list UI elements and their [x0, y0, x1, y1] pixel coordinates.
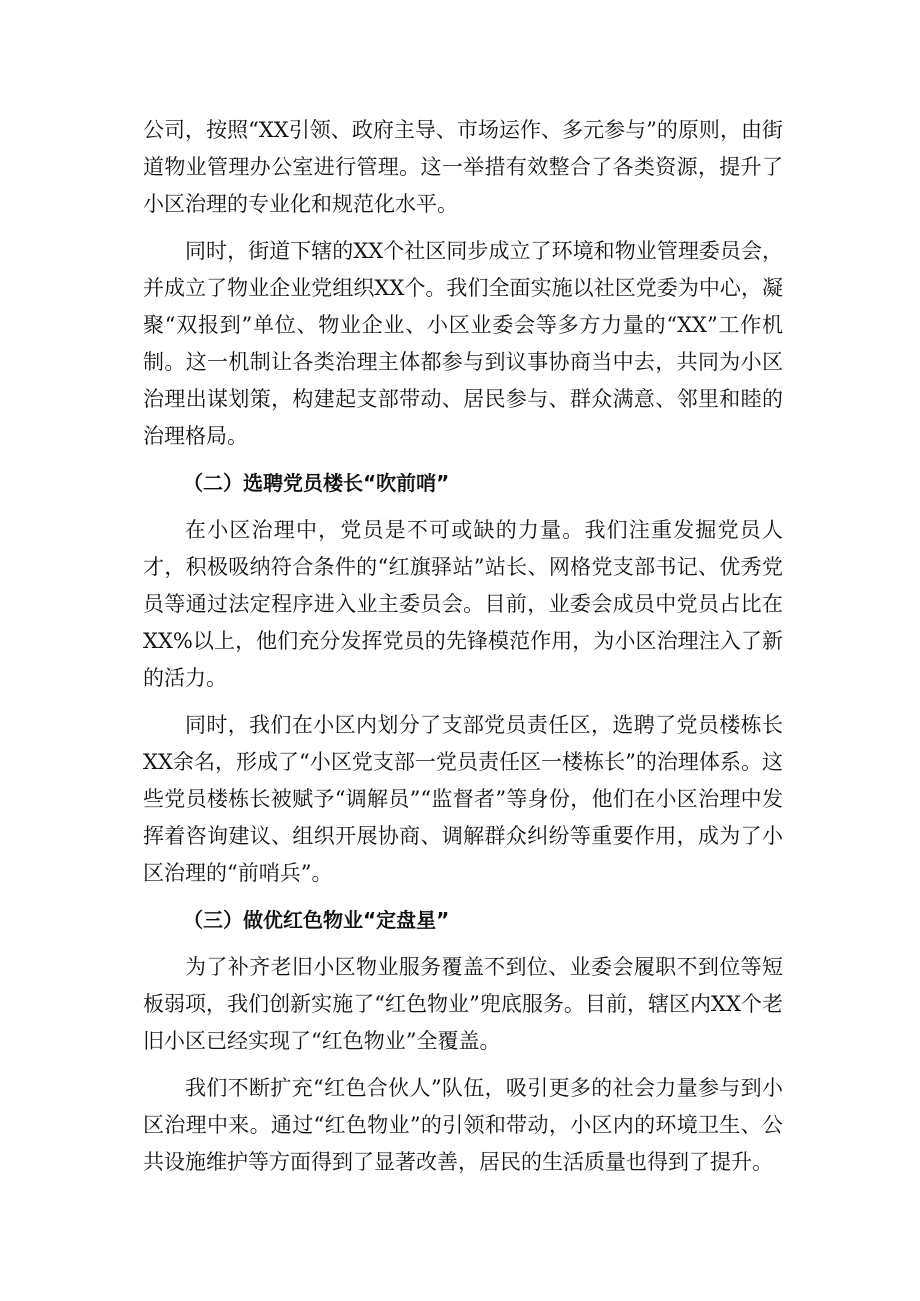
body-paragraph: 在小区治理中，党员是不可或缺的力量。我们注重发掘党员人才，积极吸纳符合条件的“红旗驿站”站长、网格党支部书记、优秀党员等通过法定程序进入业主委员会。目前，业委会成员中党员占比在XX%以上，他们充分发挥党员的先锋模范作用，为小区治理注入了新的活力。	[143, 518, 783, 690]
body-paragraph: 为了补齐老旧小区物业服务覆盖不到位、业委会履职不到位等短板弱项，我们创新实施了“红色物业”兜底服务。目前，辖区内XX个老旧小区已经实现了“红色物业”全覆盖。	[143, 955, 783, 1053]
section-heading: （二）选聘党员楼长“吹前哨”	[183, 471, 450, 495]
section-heading: （三）做优红色物业“定盘星”	[183, 908, 450, 932]
body-paragraph: 公司，按照“XX引领、政府主导、市场运作、多元参与”的原则，由街道物业管理办公室进行管理。这一举措有效整合了各类资源，提升了小区治理的专业化和规范化水平。	[143, 118, 783, 216]
body-paragraph: 我们不断扩充“红色合伙人”队伍，吸引更多的社会力量参与到小区治理中来。通过“红色物业”的引领和带动，小区内的环境卫生、公共设施维护等方面得到了显著改善，居民的生活质量也得到了提升。	[143, 1076, 783, 1174]
body-paragraph: 同时，我们在小区内划分了支部党员责任区，选聘了党员楼栋长XX余名，形成了“小区党支部一党员责任区一楼栋长”的治理体系。这些党员楼栋长被赋予“调解员”“监督者”等身份，他们在小区治理中发挥着咨询建议、组织开展协商、调解群众纠纷等重要作用，成为了小区治理的“前哨兵”。	[143, 713, 783, 885]
document-body	[143, 112, 783, 1191]
body-paragraph: 同时，街道下辖的XX个社区同步成立了环境和物业管理委员会，并成立了物业企业党组织XX个。我们全面实施以社区党委为中心，凝聚“双报到”单位、物业企业、小区业委会等多方力量的“XX”工作机制。这一机制让各类治理主体都参与到议事协商当中去，共同为小区治理出谋划策，构建起支部带动、居民参与、群众满意、邻里和睦的治理格局。	[143, 239, 783, 448]
